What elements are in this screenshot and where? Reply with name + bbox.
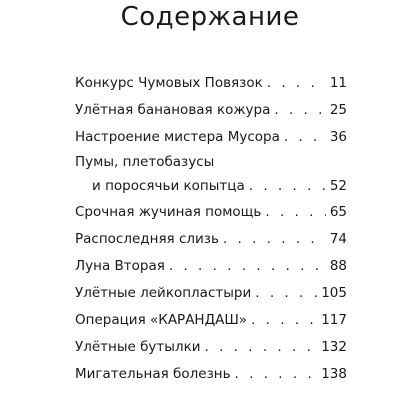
toc-page-number: 138 — [321, 366, 347, 382]
toc-page-number: 74 — [329, 231, 347, 247]
toc-dot-leader — [223, 226, 326, 253]
toc-entry — [75, 124, 347, 151]
toc-entry — [75, 226, 347, 253]
toc-entry-title: Мигательная болезнь — [75, 366, 231, 382]
toc-page-number: 88 — [329, 258, 347, 274]
toc-entry-title: Срочная жучиная помощь — [75, 204, 262, 220]
toc-entry-title: Распоследняя слизь — [75, 231, 219, 247]
toc-entry-title: Улётные бутылки — [75, 339, 201, 355]
toc-dot-leader — [284, 124, 326, 151]
toc-entry — [75, 199, 347, 226]
toc-page-number: 117 — [321, 312, 347, 328]
toc-page-number: 25 — [329, 102, 347, 118]
toc-dot-leader — [255, 280, 317, 307]
toc-entry — [75, 361, 347, 388]
toc-entry-title-line2: и поросячьи копытца — [92, 178, 245, 194]
toc-entry-title: Настроение мистера Мусора — [75, 129, 280, 145]
toc-page-number: 65 — [329, 204, 347, 220]
toc-page-number: 52 — [329, 178, 347, 194]
toc-page-number: 132 — [321, 339, 347, 355]
toc-entry-title: Конкурс Чумовых Повязок — [75, 75, 263, 91]
toc-page-number: 105 — [321, 285, 347, 301]
page-title: Содержание — [120, 2, 300, 32]
toc-dot-leader — [235, 361, 318, 388]
toc-entry — [75, 334, 347, 361]
toc-entry — [75, 97, 347, 124]
toc-dot-leader — [169, 253, 326, 280]
toc-dot-leader — [205, 334, 318, 361]
toc-entry — [75, 307, 347, 334]
toc-entry — [75, 280, 347, 307]
toc-entry — [75, 151, 347, 199]
toc-entry-line2 — [75, 173, 347, 199]
toc-entry-title: Улётные лейкопластыри — [75, 285, 252, 301]
toc-dot-leader — [267, 70, 326, 97]
toc-entry-title: Улётная банановая кожура — [75, 102, 271, 118]
toc-dot-leader — [251, 307, 317, 334]
toc-dot-leader — [265, 199, 325, 226]
toc-page-number: 36 — [329, 129, 347, 145]
toc-entry-title: Луна Вторая — [75, 258, 165, 274]
toc-entry-title: Операция «КАРАНДАШ» — [75, 312, 248, 328]
toc-entry — [75, 253, 347, 280]
toc-entry — [75, 70, 347, 97]
toc-dot-leader — [274, 97, 325, 124]
table-of-contents — [75, 70, 347, 388]
toc-entry-title-line1: Пумы, плетобазусы — [75, 154, 215, 170]
toc-page-number: 11 — [329, 75, 347, 91]
toc-dot-leader — [249, 173, 326, 199]
